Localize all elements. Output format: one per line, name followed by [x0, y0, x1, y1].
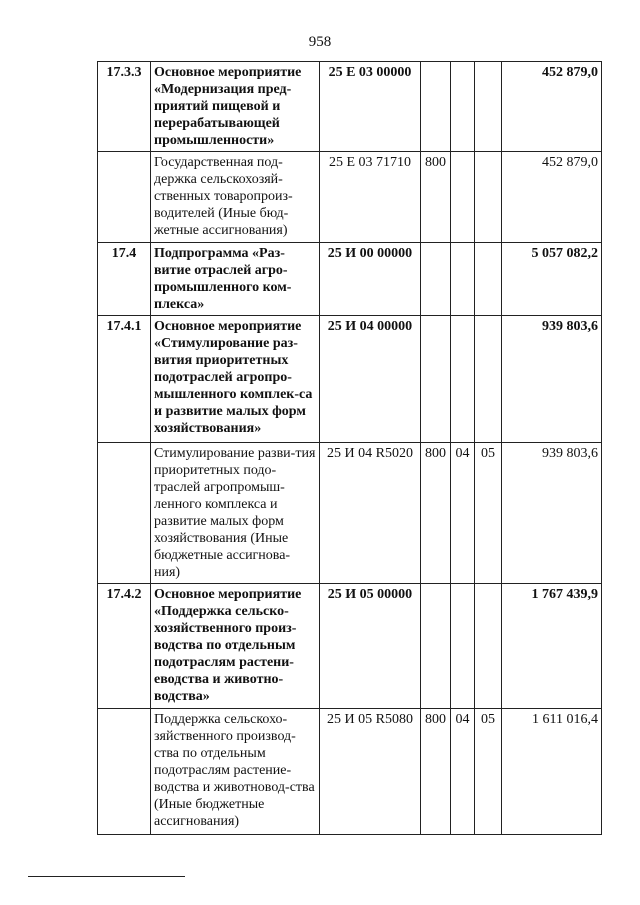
expense-type — [421, 62, 451, 152]
subsection-code: 05 — [475, 443, 502, 584]
subsection-code — [475, 62, 502, 152]
subsection-code — [475, 152, 502, 243]
table-row — [98, 584, 602, 709]
expense-type — [421, 243, 451, 316]
section-code: 04 — [451, 709, 475, 835]
row-number: 17.4.2 — [98, 584, 151, 709]
section-code: 04 — [451, 443, 475, 584]
amount: 1 611 016,4 — [502, 709, 602, 835]
row-number — [98, 443, 151, 584]
subsection-code — [475, 316, 502, 443]
table-row — [98, 709, 602, 835]
table-row — [98, 152, 602, 243]
amount: 939 803,6 — [502, 443, 602, 584]
page-number: 958 — [308, 34, 332, 50]
target-code: 25 Е 03 71710 — [320, 152, 421, 243]
amount: 939 803,6 — [502, 316, 602, 443]
amount: 5 057 082,2 — [502, 243, 602, 316]
row-number — [98, 152, 151, 243]
row-name: Основное мероприятие «Стимулирование раз-вития приоритетных подотраслей агропро-мышленного комплек-са и развитие малых форм хозяйствования» — [151, 316, 320, 443]
table-row — [98, 62, 602, 152]
section-code — [451, 243, 475, 316]
row-name: Государственная под-держка сельскохозяй-ственных товаропроиз-водителей (Иные бюд-жетные ассигнования) — [151, 152, 320, 243]
row-name: Основное мероприятие «Модернизация пред-приятий пищевой и перерабатывающей промышленности» — [151, 62, 320, 152]
section-code — [451, 62, 475, 152]
budget-table — [97, 61, 602, 835]
expense-type: 800 — [421, 709, 451, 835]
section-code — [451, 152, 475, 243]
row-name: Стимулирование разви-тия приоритетных подо-траслей агропромыш-ленного комплекса и развитие малых форм хозяйствования (Иные бюджетные ассигнова-ния) — [151, 443, 320, 584]
table-row — [98, 443, 602, 584]
expense-type — [421, 584, 451, 709]
budget-table-body — [98, 62, 602, 835]
expense-type — [421, 316, 451, 443]
section-code — [451, 316, 475, 443]
row-number: 17.4.1 — [98, 316, 151, 443]
expense-type: 800 — [421, 443, 451, 584]
row-number: 17.3.3 — [98, 62, 151, 152]
row-number — [98, 709, 151, 835]
row-name: Подпрограмма «Раз-витие отраслей агро-промышленного ком-плекса» — [151, 243, 320, 316]
subsection-code — [475, 584, 502, 709]
table-row — [98, 316, 602, 443]
target-code: 25 И 04 R5020 — [320, 443, 421, 584]
target-code: 25 И 05 R5080 — [320, 709, 421, 835]
row-name: Поддержка сельскохо-зяйственного производ-ства по отдельным подотраслям растение-водства и животновод-ства (Иные бюджетные ассигнования) — [151, 709, 320, 835]
subsection-code — [475, 243, 502, 316]
footnote-divider — [28, 876, 185, 877]
table-row — [98, 243, 602, 316]
expense-type: 800 — [421, 152, 451, 243]
amount: 452 879,0 — [502, 62, 602, 152]
row-name: Основное мероприятие «Поддержка сельско-хозяйственного произ-водства по отдельным подотраслям растени-еводства и животно-водства» — [151, 584, 320, 709]
target-code: 25 И 05 00000 — [320, 584, 421, 709]
target-code: 25 И 00 00000 — [320, 243, 421, 316]
section-code — [451, 584, 475, 709]
amount: 1 767 439,9 — [502, 584, 602, 709]
target-code: 25 Е 03 00000 — [320, 62, 421, 152]
target-code: 25 И 04 00000 — [320, 316, 421, 443]
subsection-code: 05 — [475, 709, 502, 835]
row-number: 17.4 — [98, 243, 151, 316]
amount: 452 879,0 — [502, 152, 602, 243]
